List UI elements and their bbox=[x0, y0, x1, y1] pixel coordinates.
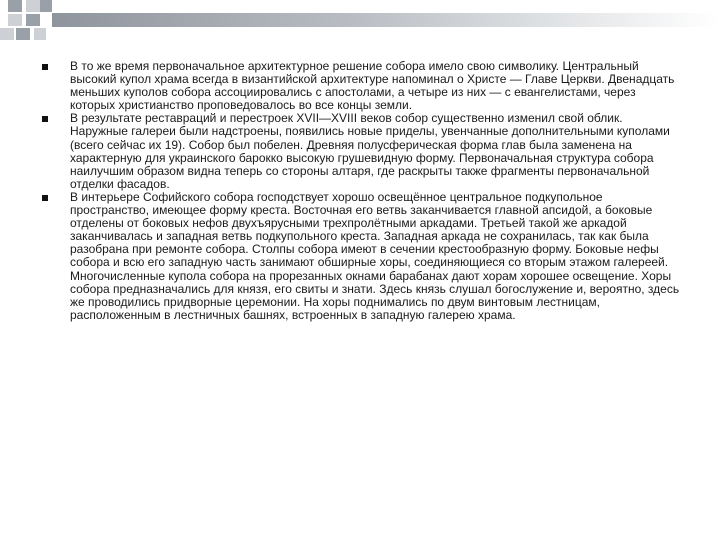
decor-square-8 bbox=[34, 28, 46, 40]
square-bullet-icon bbox=[42, 64, 48, 70]
bullet-item bbox=[40, 112, 680, 191]
decor-square-2 bbox=[26, 0, 40, 12]
decor-square-4 bbox=[8, 14, 22, 26]
decor-square-1 bbox=[8, 0, 22, 12]
decor-square-5 bbox=[26, 14, 40, 26]
decor-square-6 bbox=[0, 28, 14, 40]
square-bullet-icon bbox=[42, 116, 48, 122]
bullet-item bbox=[40, 60, 680, 112]
bullet-text: В то же время первоначальное архитектурное решение собора имело свою символику. Центральный высокий купол храма всегда в византийской архитектуре напоминал о Христе — Главе Церкви. Двенадцать меньших куполов собора ассоциировались с апостолами, а четыре из них — с евангелистами, через которых христианство проповедовалось во все концы земли. bbox=[70, 59, 675, 113]
header-gradient-band bbox=[52, 13, 720, 27]
decor-square-3 bbox=[40, 0, 52, 12]
bullet-list bbox=[40, 60, 680, 322]
bullet-text: В интерьере Софийского собора господствует хорошо освещённое центральное подкупольное пространство, имеющее форму креста. Восточная его ветвь заканчивается главной апсидой, а боковые отделены от боковых нефов двухъярусными трехпролётными аркадами. Третьей такой же аркадой заканчивалась и западная ветвь подкупольного креста. Западная аркада не сохранилась, так как была разобрана при ремонте собора. Столпы собора имеют в сечении крестообразную форму. Боковые нефы собора и всю его западную часть занимают обширные хоры, соединяющиеся со вторым этажом галереей. Многочисленные купола собора на прорезанных окнами барабанах дают хорам хорошее освещение. Хоры собора предназначались для князя, его свиты и знати. Здесь князь слушал богослужение и, вероятно, здесь же проводились придворные церемонии. На хоры поднимались по двум винтовым лестницам, расположенным в лестничных башнях, встроенных в западную галерею храма. bbox=[70, 189, 680, 322]
square-bullet-icon bbox=[42, 195, 48, 201]
bullet-item bbox=[40, 191, 680, 322]
decor-square-7 bbox=[16, 28, 30, 40]
bullet-text: В результате реставраций и перестроек XVII—XVIII веков собор существенно изменил свой облик. Наружные галереи были надстроены, появились новые приделы, увенчанные дополнительными куполами (всего сейчас их 19). Собор был побелен. Древняя полусферическая форма глав была заменена на характерную для украинского барокко высокую грушевидную форму. Первоначальная структура собора наилучшим образом видна теперь со стороны алтаря, где раскрыты также фрагменты первоначальной отделки фасадов. bbox=[70, 111, 670, 191]
